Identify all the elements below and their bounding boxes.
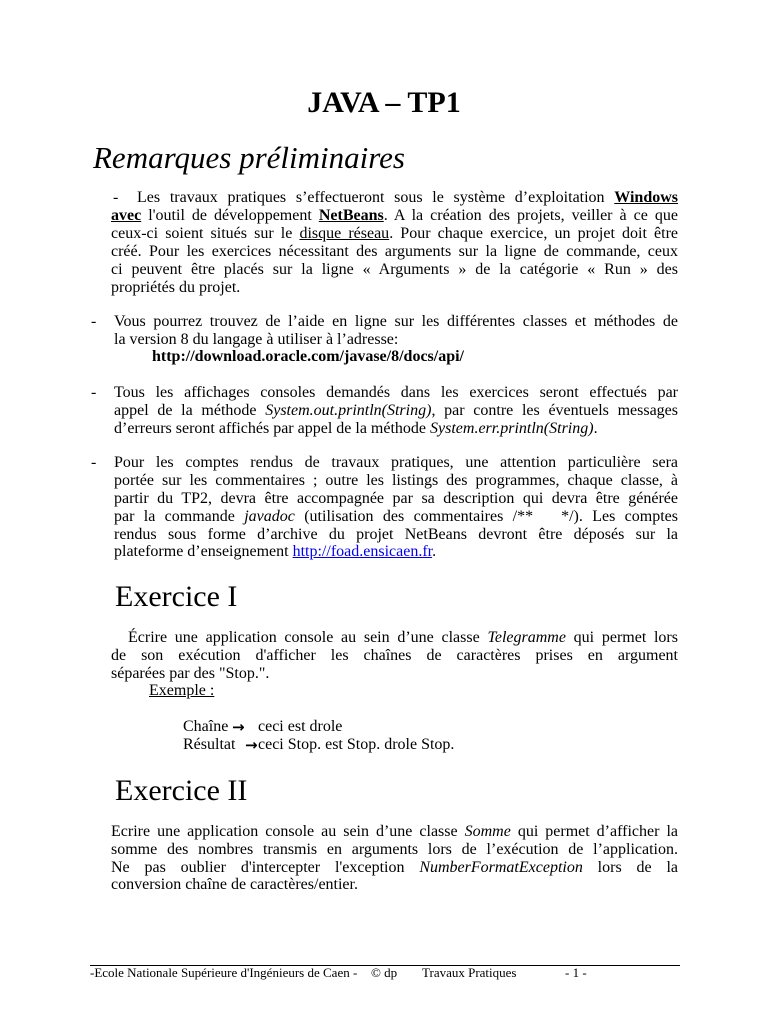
bullet-dash: - [91,454,97,471]
class-name: Telegramme [487,629,566,646]
text-line [114,402,678,420]
comment-gap [533,520,561,521]
text-line [111,207,678,225]
text-span: Écrire une application console au sein d’une classe [128,629,488,646]
text-line: propriétés du projet. [111,279,241,296]
text-line: créé. Pour les exercices nécessitant des arguments sur la ligne de commande, ceux [111,243,678,260]
text-span: */). Les comptes [561,508,678,525]
text-line: Pour les comptes rendus de travaux pratiques, une attention particulière sera [114,454,678,471]
exception-name: NumberFormatException [419,859,583,876]
text-line [111,189,678,207]
example-label: Exemple : [149,682,215,699]
example-row-output [183,736,483,754]
example-key: Chaîne [183,718,229,735]
text-line [114,508,678,526]
text-span: , par contre les éventuels messages [431,402,679,419]
arrow-right-icon: → [245,736,258,754]
text-line: ci peuvent être placés sur la ligne « Arguments » de la catégorie « Run » des [111,261,678,278]
command-name: javadoc [244,508,295,525]
text-line: séparées par des "Stop.". [111,665,270,682]
example-value: ceci est drole [258,718,343,735]
text-span: (utilisation des commentaires /** [294,508,534,525]
api-doc-url: http://download.oracle.com/javase/8/docs/api/ [152,348,464,365]
code-text: System.err.println(String) [430,420,594,437]
arrow-right-icon: → [232,718,245,736]
text-span: d’erreurs seront affichés par appel de la méthode [114,420,431,437]
text-span: appel de la méthode [114,402,266,419]
text-line [114,420,678,438]
text-span: Les travaux pratiques s’effectueront sous le système d’exploitation [137,189,615,206]
code-text: System.out.println(String) [265,402,432,419]
footer-page-number: - 1 - [565,965,587,980]
example-key: Résultat [183,736,236,753]
text-span: . A la création des projets, veiller à ce que [383,207,678,224]
text-span: Ecrire une application console au sein d’une classe [111,823,465,840]
bullet-dash: - [113,189,119,206]
footer-school: -Ecole Nationale Supérieure d'Ingénieurs de Caen - [90,965,358,980]
text-line [111,225,678,243]
text-line [111,859,678,877]
text-span: qui permet lors [565,629,678,646]
text-line: de son exécution d'afficher les chaînes de caractères prises en argument [111,647,678,664]
page-title: JAVA – TP1 [307,86,461,119]
text-line: portée sur les commentaires ; outre les listings des programmes, chaque classe, à [114,472,678,489]
example-row-input [183,718,483,736]
bold-underlined-text: avec [111,207,142,224]
bullet-dash: - [91,384,97,401]
bold-underlined-text: Windows [614,189,678,206]
text-span: lors de la [582,859,679,876]
underlined-text: disque réseau [299,225,390,242]
text-line [111,823,678,841]
class-name: Somme [464,823,511,840]
text-span: qui permet d’afficher la [510,823,678,840]
text-span: plateforme d’enseignement [114,543,293,560]
footer-copyright: © dp [371,965,398,980]
text-span: . [593,420,598,437]
bullet-dash: - [91,313,97,330]
text-span: . [432,543,437,560]
platform-link[interactable]: http://foad.ensicaen.fr [292,543,433,560]
text-line: la version 8 du langage à utiliser à l’adresse: [114,331,399,348]
section-heading-remarques: Remarques préliminaires [93,140,405,175]
text-line: rendus sous forme d’archive du projet NetBeans devront être déposés sur la [114,526,678,543]
text-line: Tous les affichages consoles demandés dans les exercices seront effectués par [114,384,678,401]
text-span: ceux-ci soient situés sur le [111,225,300,242]
text-line: somme des nombres transmis en arguments lors de l’exécution de l’application. [111,841,678,858]
text-span: . Pour chaque exercice, un projet doit être [389,225,679,242]
text-line [111,629,678,647]
section-heading-exercise-1: Exercice I [115,580,238,613]
text-span: l'outil de développement [141,207,319,224]
text-line: conversion chaîne de caractères/entier. [111,876,358,893]
text-line: partir du TP2, devra être accompagnée par sa description qui devra être générée [114,490,678,507]
ide-name-bold: NetBeans [318,207,384,224]
section-heading-exercise-2: Exercice II [115,774,248,807]
text-span: par la commande [114,508,245,525]
text-span: Ne pas oublier d'intercepter l'exception [111,859,420,876]
text-line: Vous pourrez trouvez de l’aide en ligne sur les différentes classes et méthodes de [114,313,678,330]
text-line [114,543,678,561]
footer-course: Travaux Pratiques [422,965,517,980]
example-value: ceci Stop. est Stop. drole Stop. [258,736,455,753]
